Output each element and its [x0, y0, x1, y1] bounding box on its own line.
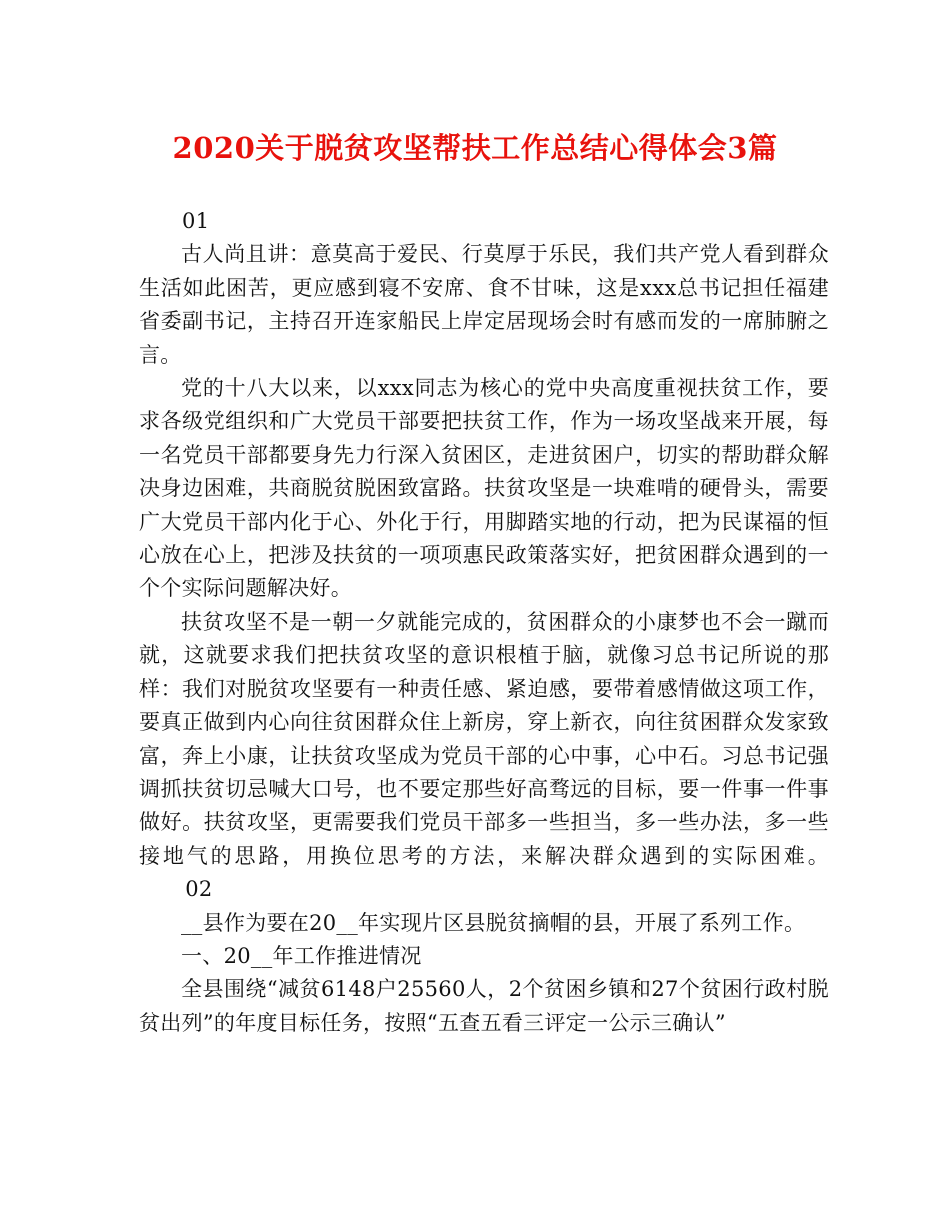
body-paragraph: __县作为要在20__年实现片区县脱贫摘帽的县，开展了系列工作。: [181, 910, 806, 935]
document-title: 2020关于脱贫攻坚帮扶工作总结心得体会3篇: [172, 131, 778, 165]
body-paragraph-text: 扶贫攻坚不是一朝一夕就能完成的，贫困群众的小康梦也不会一蹴而就，这就要求我们把扶贫攻坚的意识根植于脑，就像习总书记所说的那样：我们对脱贫攻坚要有一种责任感、紧迫感，要带着感情做这项工作，要真正做到内心向往贫困群众住上新房，穿上新衣，向往贫困群众发家致富，奔上小康，让扶贫攻坚成为党员干部的心中事，心中石。习总书记强调抓扶贫切忌喊大口号，也不要定那些好高骛远的目标，要一件事一件事做好。扶贫攻坚，更需要我们党员干部多一些担当，多一些办法，多一些接地气的思路，用换位思考的方法，来解决群众遇到的实际困难。: [139, 609, 829, 868]
body-paragraph: 古人尚且讲：意莫高于爱民、行莫厚于乐民，我们共产党人看到群众生活如此困苦，更应感到寝不安席、食不甘味，这是xxx总书记担任福建省委副书记，主持召开连家船民上岸定居现场会时有感而发的一席肺腑之言。: [139, 242, 829, 367]
section-heading: 一、20__年工作推进情况: [181, 943, 422, 968]
body-paragraph: [139, 606, 829, 907]
body-paragraph: 全县围绕“减贫6148户25560人，2个贫困乡镇和27个贫困行政村脱贫出列”的年度目标任务，按照“五查五看三评定一公示三确认”: [139, 977, 829, 1035]
section-number: 01: [182, 209, 210, 233]
document-body: [139, 205, 829, 1040]
section-number: 02: [185, 877, 213, 902]
body-paragraph: 党的十八大以来，以xxx同志为核心的党中央高度重视扶贫工作，要求各级党组织和广大党员干部要把扶贫工作，作为一场攻坚战来开展，每一名党员干部都要身先力行深入贫困区，走进贫困户，切实的帮助群众解决身边困难，共商脱贫脱困致富路。扶贫攻坚是一块难啃的硬骨头，需要广大党员干部内化于心、外化于行，用脚踏实地的行动，把为民谋福的恒心放在心上，把涉及扶贫的一项项惠民政策落实好，把贫困群众遇到的一个个实际问题解决好。: [139, 376, 829, 601]
